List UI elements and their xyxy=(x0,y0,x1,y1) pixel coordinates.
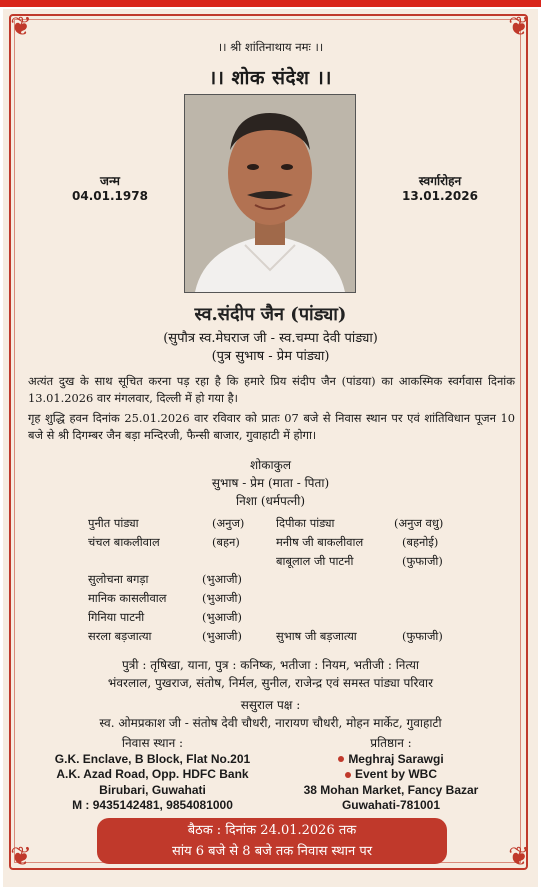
page-title: ।। शोक संदेश ।। xyxy=(209,67,332,89)
residence-phone: M : 9435142481, 9854081000 xyxy=(72,798,233,812)
member-relation: (बहन) xyxy=(212,535,240,549)
deceased-parents: (पुत्र सुभाष - प्रेम पांड्या) xyxy=(211,349,330,364)
list-item xyxy=(88,533,258,552)
corner-ornament-icon: ❦ xyxy=(10,12,32,42)
member-name: मनीष जी बाकलीवाल xyxy=(276,535,364,549)
death-block xyxy=(385,172,495,203)
deceased-name: स्व.संदीप जैन (पांड्या) xyxy=(194,304,347,325)
portrait-illustration xyxy=(185,95,355,292)
business-heading: प्रतिष्ठान : xyxy=(370,736,412,750)
list-item xyxy=(88,608,258,627)
inlaws-heading: ससुराल पक्ष : xyxy=(240,698,301,712)
member-name: सरला बड़जात्या xyxy=(88,629,152,643)
business-line: Meghraj Sarawgi xyxy=(280,752,502,768)
member-relation: (भुआजी) xyxy=(202,610,242,624)
business-block xyxy=(280,736,502,814)
member-name: मानिक कासलीवाल xyxy=(88,591,167,605)
member-name: पुनीत पांड्या xyxy=(88,516,139,530)
residence-heading: निवास स्थान : xyxy=(121,736,184,750)
family-list-left xyxy=(88,514,258,552)
list-item xyxy=(88,570,258,589)
business-line: Guwahati-781001 xyxy=(341,798,441,812)
announcement-paragraph: अत्यंत दुख के साथ सूचित करना पड़ रहा है कि हमारे प्रिय संदीप जैन (पांडया) का आकस्मिक स्वर्गवास दिनांक 13.01.2026 वार मंगलवार, दिल्ली में हो गया है। xyxy=(28,374,515,405)
bullet-icon xyxy=(345,772,351,778)
member-relation: (अनुज) xyxy=(212,516,245,530)
children-line: पुत्री : तृषिखा, याना, पुत्र : कनिष्क, भतीजा : नियम, भतीजी : नित्या xyxy=(121,658,420,672)
family-heading: शोकाकुल xyxy=(250,458,291,472)
portrait-photo xyxy=(184,94,356,293)
bua-list xyxy=(88,570,258,646)
family-wife: निशा (धर्मपत्नी) xyxy=(235,494,306,508)
inlaws-line: स्व. ओमप्रकाश जी - संतोष देवी चौधरी, नारायण चौधरी, मोहन मार्केट, गुवाहाटी xyxy=(99,716,442,730)
meeting-time: सांय 6 बजे से 8 बजे तक निवास स्थान पर xyxy=(171,844,373,859)
mantra: ।। श्री शांतिनाथाय नमः ।। xyxy=(217,40,324,54)
member-name: दिपीका पांड्या xyxy=(276,516,335,530)
bullet-icon xyxy=(338,756,344,762)
meeting-banner xyxy=(97,818,447,864)
relatives-line: भंवरलाल, पुखराज, संतोष, निर्मल, सुनील, राजेन्द्र एवं समस्त पांड्या परिवार xyxy=(107,676,434,690)
member-name: बाबूलाल जी पाटनी xyxy=(276,554,354,568)
business-line: 38 Mohan Market, Fancy Bazar xyxy=(303,782,479,797)
list-item xyxy=(276,552,456,571)
member-relation: (फुफाजी) xyxy=(402,629,443,643)
residence-block xyxy=(40,736,265,814)
list-item xyxy=(276,533,456,552)
top-red-bar xyxy=(0,0,541,7)
corner-ornament-icon: ❦ xyxy=(10,842,32,872)
birth-date: 04.01.1978 xyxy=(72,189,148,203)
corner-ornament-icon: ❦ xyxy=(508,842,530,872)
corner-ornament-icon: ❦ xyxy=(508,12,530,42)
death-label: स्वर्गारोहन xyxy=(418,174,462,188)
deceased-grandparents: (सुपौत्र स्व.मेघराज जी - स्व.चम्पा देवी पांड्या) xyxy=(163,331,378,346)
list-item xyxy=(276,514,456,533)
list-item xyxy=(276,627,456,646)
member-name: सुलोचना बगड़ा xyxy=(88,572,149,586)
member-relation: (भुआजी) xyxy=(202,572,242,586)
residence-line: G.K. Enclave, B Block, Flat No.201 xyxy=(54,751,251,766)
list-item xyxy=(88,627,258,646)
member-name: सुभाष जी बड़जात्या xyxy=(276,629,357,643)
member-relation: (भुआजी) xyxy=(202,591,242,605)
business-line: Event by WBC xyxy=(280,767,502,783)
member-relation: (बहनोई) xyxy=(402,535,439,549)
family-parents: सुभाष - प्रेम (माता - पिता) xyxy=(211,476,330,490)
birth-block xyxy=(60,172,160,203)
member-name: गिनिया पाटनी xyxy=(88,610,145,624)
member-name: चंचल बाकलीवाल xyxy=(88,535,160,549)
death-date: 13.01.2026 xyxy=(402,189,478,203)
list-item xyxy=(88,514,258,533)
residence-line: Birubari, Guwahati xyxy=(99,782,206,797)
meeting-date: बैठक : दिनांक 24.01.2026 तक xyxy=(187,823,357,838)
family-list-right xyxy=(276,514,456,571)
residence-line: A.K. Azad Road, Opp. HDFC Bank xyxy=(56,767,249,781)
rituals-paragraph: गृह शुद्धि हवन दिनांक 25.01.2026 वार रविवार को प्रातः 07 बजे से निवास स्थान पर एवं शांतिविधान पूजन 10 बजे से श्री दिगम्बर जैन बड़ा मन्दिरजी, फैन्सी बाजार, गुवाहाटी में होगा। xyxy=(28,411,515,442)
birth-label: जन्म xyxy=(100,174,120,188)
member-relation: (अनुज वधु) xyxy=(394,516,444,530)
list-item xyxy=(88,589,258,608)
member-relation: (फुफाजी) xyxy=(402,554,443,568)
member-relation: (भुआजी) xyxy=(202,629,242,643)
